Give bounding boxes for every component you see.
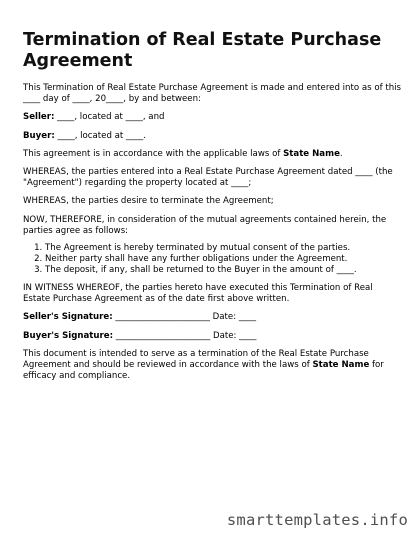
closing-state: State Name <box>312 360 370 371</box>
seller-text: ____, located at ____, and <box>54 112 165 123</box>
buyer-line <box>23 131 401 142</box>
seller-signature-line <box>23 312 401 323</box>
governing-law-paragraph <box>23 149 401 160</box>
closing-paragraph <box>23 349 401 383</box>
terms-list <box>23 243 401 276</box>
law-state: State Name <box>283 148 340 159</box>
buyer-label: Buyer: <box>23 130 55 141</box>
term-item: 2. Neither party shall have any further obligations under the Agreement. <box>45 254 401 265</box>
intro-paragraph: This Termination of Real Estate Purchase Agreement is made and entered into as of this ____ day of ____, 20____, by and between: <box>23 83 402 105</box>
buyer-text: ____, located at ____. <box>54 130 146 141</box>
witness-paragraph: IN WITNESS WHEREOF, the parties hereto have executed this Termination of Real Estate Purchase Agreement as of the date first above written. <box>23 283 373 305</box>
buyer-signature-line <box>23 331 401 342</box>
watermark-text: smarttemplates.info <box>226 511 408 529</box>
whereas-paragraph-2: WHEREAS, the parties desire to terminate the Agreement; <box>23 196 274 207</box>
seller-signature-blank: ______________________ Date: ____ <box>112 312 257 323</box>
law-end: . <box>339 148 343 159</box>
document-page <box>23 30 401 382</box>
buyer-signature-label: Buyer's Signature: <box>23 330 114 341</box>
seller-label: Seller: <box>23 112 55 123</box>
seller-line <box>23 112 401 123</box>
term-item: 3. The deposit, if any, shall be returned to the Buyer in the amount of ____. <box>45 265 401 276</box>
buyer-signature-blank: ______________________ Date: ____ <box>113 330 257 341</box>
whereas-paragraph-1: WHEREAS, the parties entered into a Real Estate Purchase Agreement dated ____ (the "Agreement") regarding the property located at ____; <box>23 167 393 189</box>
law-text: This agreement is in accordance with the applicable laws of <box>23 148 284 159</box>
document-title: Termination of Real Estate Purchase Agreement <box>23 30 382 71</box>
closing-end: for efficacy and compliance. <box>23 360 384 382</box>
closing-text: This document is intended to serve as a termination of the Real Estate Purchase Agreement and should be reviewed in accordance with the laws of <box>23 348 369 371</box>
seller-signature-label: Seller's Signature: <box>23 312 113 323</box>
term-item: 1. The Agreement is hereby terminated by mutual consent of the parties. <box>45 243 401 254</box>
now-therefore-paragraph: NOW, THEREFORE, in consideration of the mutual agreements contained herein, the parties agree as follows: <box>23 214 387 236</box>
